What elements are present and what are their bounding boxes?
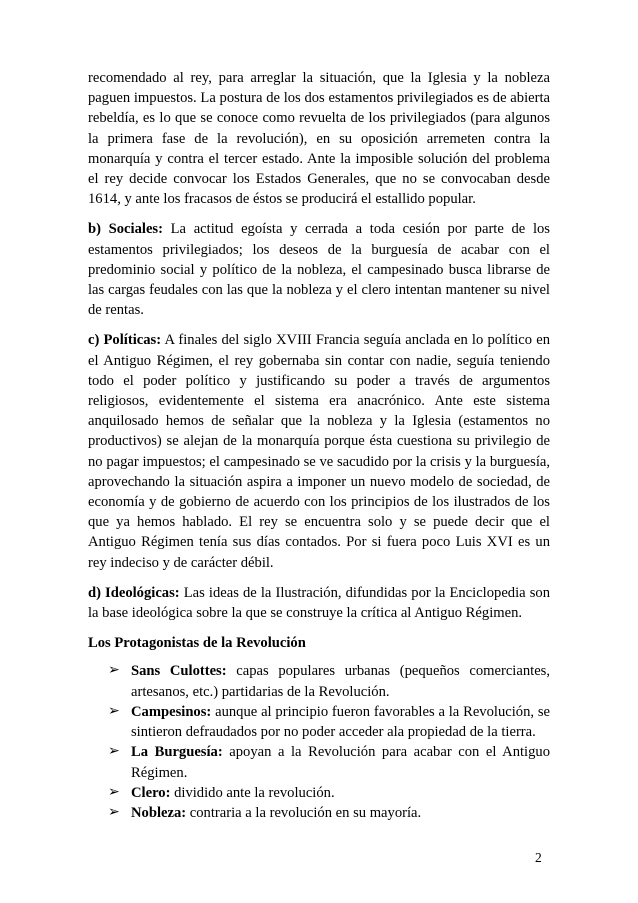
cause-heading: b) Sociales:	[88, 221, 163, 238]
item-name: Clero:	[131, 784, 171, 801]
page-content	[88, 68, 550, 823]
cause-ideological	[88, 583, 550, 623]
protagonists-list	[88, 661, 550, 823]
intro-paragraph: recomendado al rey, para arreglar la situación, que la Iglesia y la nobleza paguen impuestos. La postura de los dos estamentos privilegiados es de abierta rebeldía, es lo que se conoce como revuelta de los privilegiados (para algunos la primera fase de la revolución), en su oposición arremeten contra la monarquía y contra el tercer estado. Ante la imposible solución del problema el rey decide convocar los Estados Generales, que no se convocaban desde 1614, y ante los fracasos de éstos se producirá el estallido popular.	[88, 70, 550, 208]
arrow-bullet-icon: ➢	[108, 663, 120, 679]
list-item	[108, 742, 550, 782]
section-title: Los Protagonistas de la Revolución	[88, 635, 306, 652]
item-text: dividido ante la revolución.	[174, 784, 335, 801]
cause-heading: d) Ideológicas:	[88, 584, 180, 601]
cause-text: La actitud egoísta y cerrada a toda cesión por parte de los estamentos privilegiados; los deseos de la burguesía de acabar con el predominio social y político de la nobleza, el campesinado busca librarse de las cargas feudales con las que la nobleza y el clero intentan mantener su nivel de rentas.	[88, 221, 550, 319]
cause-social	[88, 219, 550, 320]
item-name: Nobleza:	[131, 804, 187, 821]
arrow-bullet-icon: ➢	[108, 784, 120, 800]
cause-text: A finales del siglo XVIII Francia seguía anclada en lo político en el Antiguo Régimen, el rey gobernaba sin contar con nadie, seguía teniendo todo el poder político y justificando su poder a través de argumentos religiosos, evidentemente el sistema era anacrónico. Ante este sistema anquilosado hemos de señalar que la nobleza y la Iglesia (estamentos no productivos) se alejan de la monarquía porque ésta cuestiona su privilegio de no pagar impuestos; el campesinado se ve sacudido por la crisis y la burguesía, aprovechando la situación aspira a imponer un nuevo modelo de sociedad, de economía y de gobierno de acuerdo con los principios de los ilustrados de los que ya hemos hablado. El rey se encuentra solo y se puede decir que el Antiguo Régimen tenía sus días contados. Por si fuera poco Luis XVI es un rey indeciso y de carácter débil.	[88, 332, 550, 571]
arrow-bullet-icon: ➢	[108, 804, 120, 820]
item-text: contraria a la revolución en su mayoría.	[189, 804, 422, 821]
list-item	[108, 803, 550, 823]
item-text: capas populares urbanas (pequeños comerciantes, artesanos, etc.) partidarias de la Revolución.	[131, 663, 550, 700]
item-name: Sans Culottes:	[131, 663, 227, 680]
list-item	[108, 661, 550, 701]
cause-heading: c) Políticas:	[88, 332, 162, 349]
list-item	[108, 783, 550, 803]
page-number: 2	[535, 850, 542, 865]
arrow-bullet-icon: ➢	[108, 703, 120, 719]
item-text: apoyan a la Revolución para acabar con el Antiguo Régimen.	[131, 744, 550, 781]
cause-political	[88, 330, 550, 572]
arrow-bullet-icon: ➢	[108, 744, 120, 760]
item-name: Campesinos:	[131, 703, 212, 720]
cause-text: Las ideas de la Ilustración, difundidas por la Enciclopedia son la base ideológica sobre la que se construye la crítica al Antiguo Régimen.	[88, 584, 550, 622]
item-name: La Burguesía:	[131, 744, 223, 761]
list-item	[108, 702, 550, 742]
item-text: aunque al principio fueron favorables a la Revolución, se sintieron defraudados por no poder acceder ala propiedad de la tierra.	[131, 703, 550, 741]
